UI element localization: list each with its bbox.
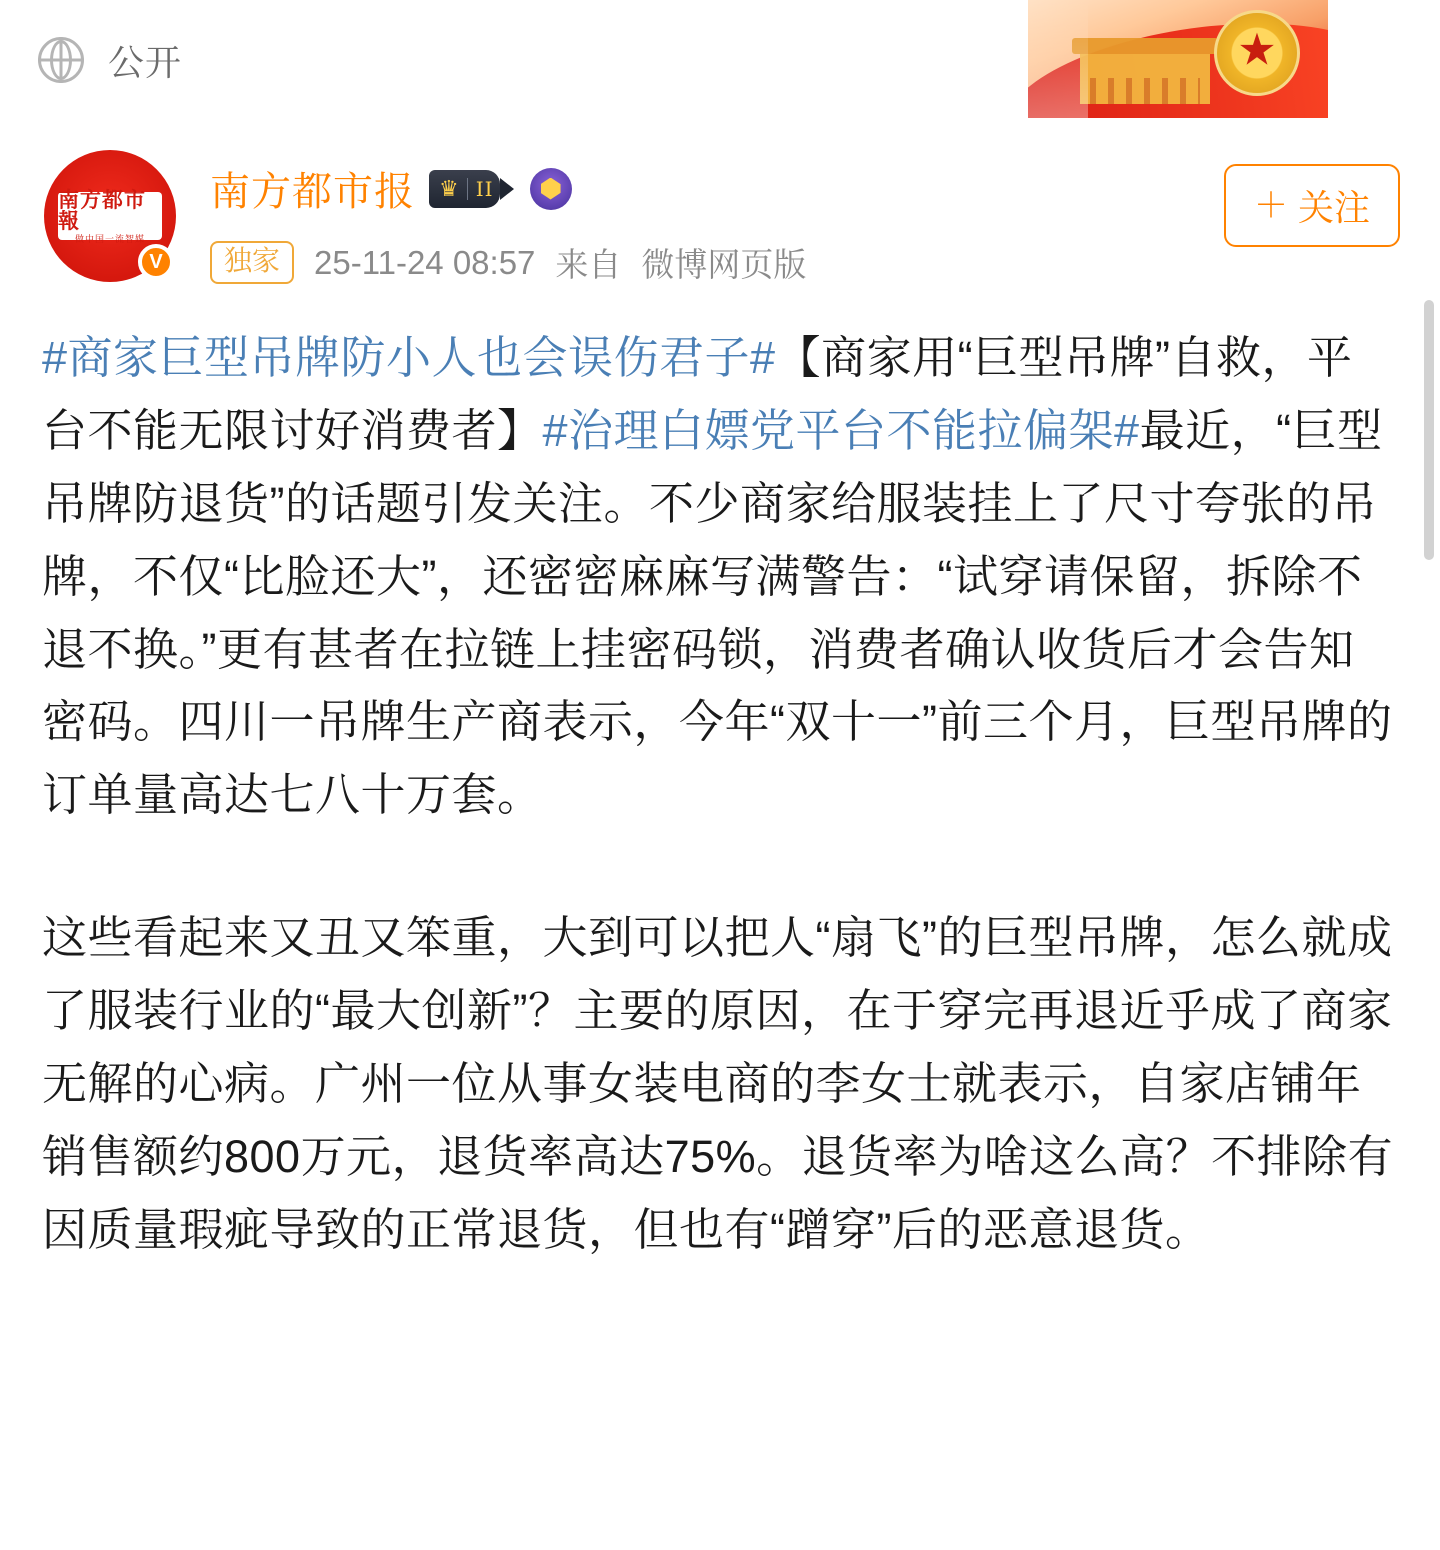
post-meta-row [210,239,1400,286]
post-header [0,120,1440,286]
national-day-banner-image: ★ [1028,0,1328,118]
avatar-logo-text: 南方都市報 [58,186,146,233]
post-content [0,286,1440,1266]
post-text-segment-2: 最近，“巨型吊牌防退货”的话题引发关注。不少商家给服装挂上了尺寸夸张的吊牌，不仅“比脸还大”，还密密麻麻写满警告：“试穿请保留，拆除不退不换。”更有甚者在拉链上挂密码锁，消费者确认收货后才会告知密码。四川一吊牌生产商表示，今年“双十一”前三个月，巨型吊牌的订单量高达七八十万套。 [42,404,1393,821]
author-name-row [210,160,1400,217]
crown-icon: ♛ [439,175,459,201]
post-timestamp: 25-11-24 08:57 [314,243,536,281]
badge-arrow-icon [500,178,514,200]
globe-icon [38,37,84,83]
hashtag-topic-1[interactable]: #商家巨型吊牌防小人也会误伤君子# [42,332,776,383]
author-name[interactable]: 南方都市报 [210,170,415,214]
medal-icon[interactable] [530,168,572,210]
scrollbar-track[interactable] [1424,300,1434,1550]
avatar-logo-subtext: 做中国一流智媒 [74,233,145,244]
source-prefix-label: 来自 [555,246,622,283]
plus-icon: ＋ [1253,186,1288,225]
follow-button-label: 关注 [1297,187,1370,228]
follow-button[interactable] [1224,164,1400,247]
verified-badge-icon: V [138,244,174,280]
hashtag-topic-2[interactable]: #治理白嫖党平台不能拉偏架# [542,404,1140,456]
author-info-block [210,150,1400,286]
top-visibility-bar [0,0,1440,120]
badge-divider [467,178,468,200]
member-level-label: II [475,176,494,201]
avatar[interactable] [44,150,176,282]
exclusive-tag: 独家 [210,241,294,285]
post-paragraph-1 [42,322,1398,832]
post-text-segment-1: 【商家用“巨型吊牌”自救，平台不能无限讨好消费者】 [42,332,1353,456]
visibility-label: 公开 [108,41,183,83]
scrollbar-thumb[interactable] [1424,300,1434,560]
post-source[interactable]: 微博网页版 [641,246,807,283]
post-paragraph-2: 这些看起来又丑又笨重，大到可以把人“扇飞”的巨型吊牌，怎么就成了服装行业的“最大创新”？主要的原因，在于穿完再退近乎成了商家无解的心病。广州一位从事女装电商的李女士就表示，自家店铺年销售额约800万元，退货率高达75%。退货率为啥这么高？不排除有因质量瑕疵导致的正常退货，但也有“蹭穿”后的恶意退货。 [42,911,1394,1255]
member-level-badge[interactable] [429,170,500,208]
